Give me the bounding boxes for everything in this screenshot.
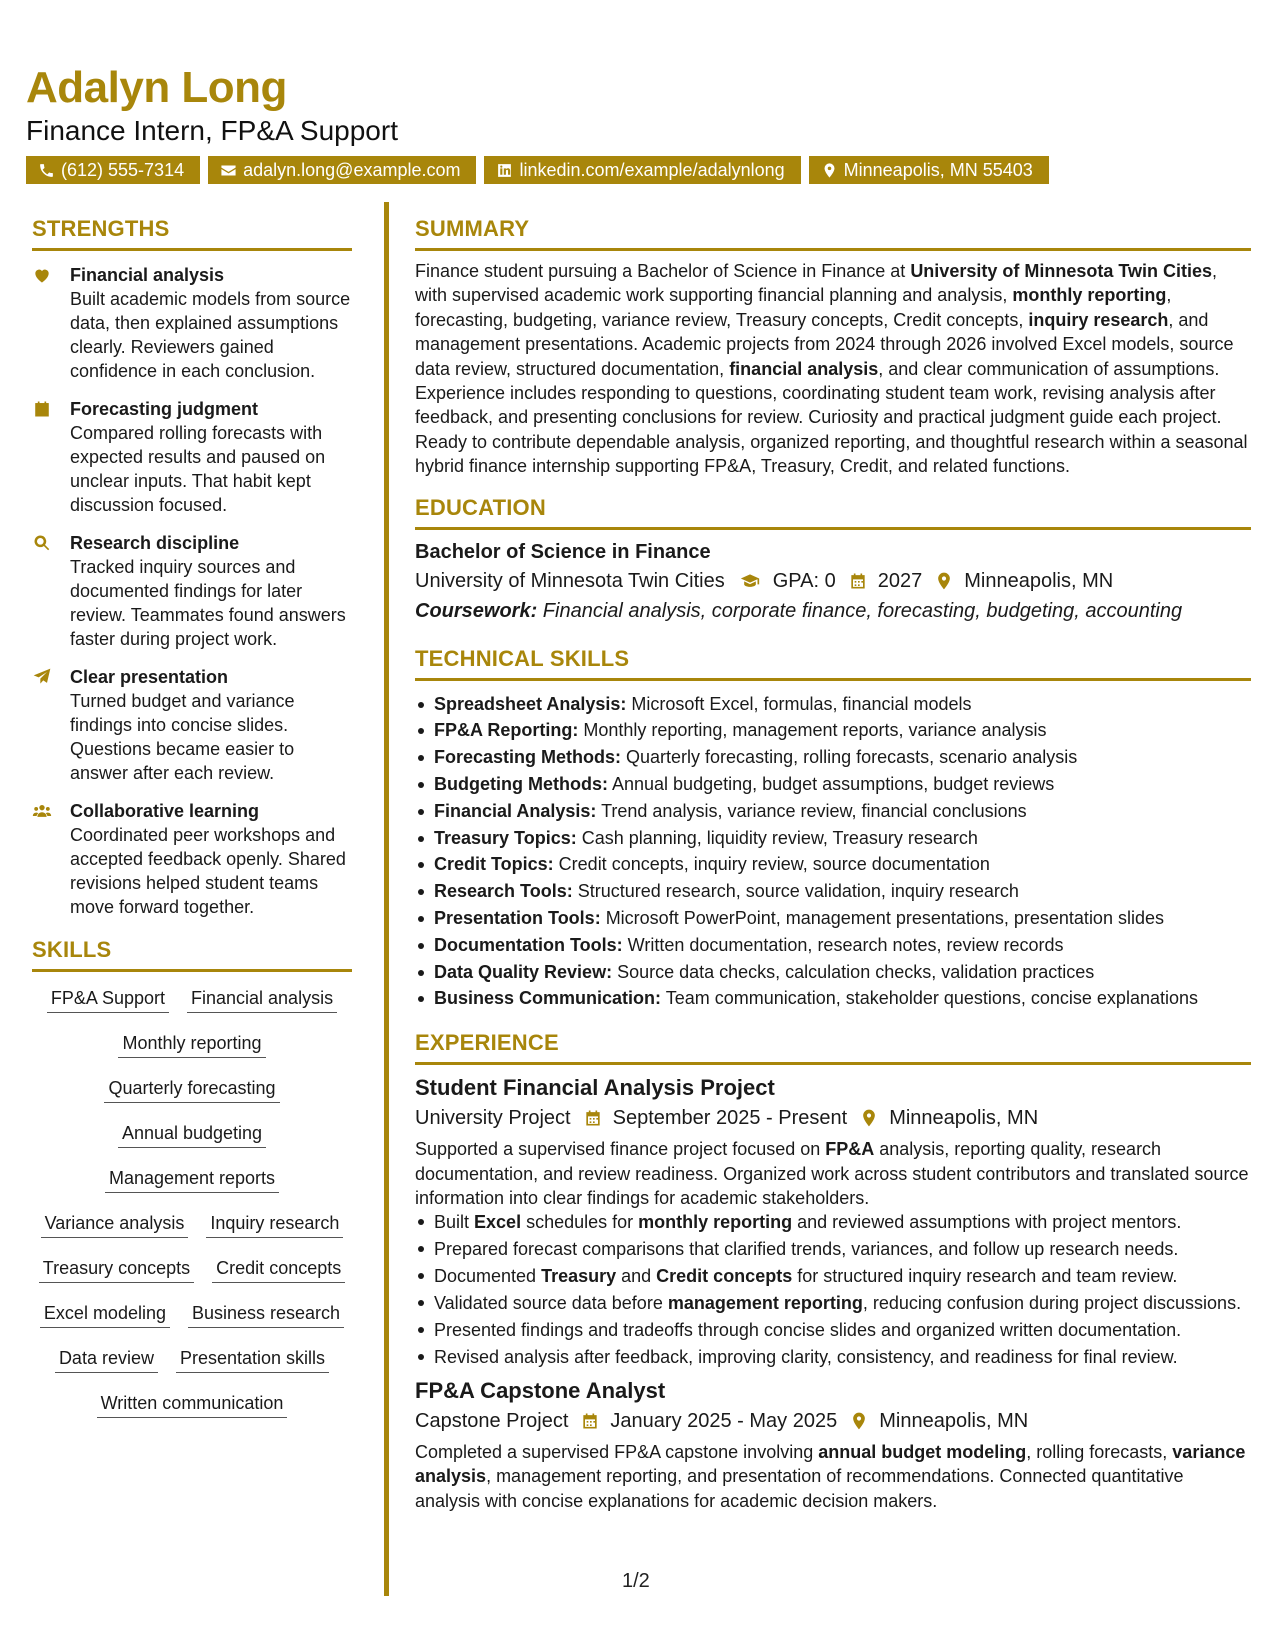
calendar-icon [848, 571, 868, 591]
gpa: GPA: 0 [772, 569, 836, 592]
tech-skill-item: Forecasting Methods: Quarterly forecasting, rolling forecasts, scenario analysis [415, 744, 1251, 771]
experience-entry [415, 1073, 1251, 1370]
job-bullet: Prepared forecast comparisons that clarified trends, variances, and follow up research needs. [415, 1237, 1251, 1261]
job-description: Supported a supervised finance project focused on FP&A analysis, reporting quality, research documentation, and review readiness. Organized work across student contributors and translated source information into clear findings for academic stakeholders. [415, 1139, 1249, 1209]
skill-tag: Inquiry research [206, 1211, 343, 1238]
strength-description: Turned budget and variance findings into concise slides. Questions became easier to answer after each review. [70, 691, 295, 783]
email-text: adalyn.long@example.com [243, 160, 461, 180]
education-meta [415, 566, 1251, 596]
contact-bar [26, 156, 1246, 184]
strength-title: Collaborative learning [70, 801, 260, 821]
skill-tag: FP&A Support [47, 986, 169, 1013]
skill-tag: Management reports [105, 1166, 279, 1193]
job-title: FP&A Capstone Analyst [415, 1377, 666, 1403]
search-icon [32, 533, 52, 553]
tech-skill-item: Presentation Tools: Microsoft PowerPoint, management presentations, presentation slides [415, 905, 1251, 932]
strength-item [32, 531, 352, 651]
location-chip[interactable] [809, 156, 1049, 184]
job-description: Completed a supervised FP&A capstone involving annual budget modeling, rolling forecasts, variance analysis, management reporting, and presentation of recommendations. Connected quantitative analysis with concise explanations for academic decision makers. [415, 1441, 1246, 1511]
tech-skill-item: Documentation Tools: Written documentation, research notes, review records [415, 932, 1251, 959]
heart-icon [32, 265, 52, 285]
skill-tag: Business research [188, 1301, 344, 1328]
job-location: Minneapolis, MN [889, 1107, 1039, 1130]
job-bullet: Documented Treasury and Credit concepts for structured inquiry research and team review. [415, 1264, 1251, 1288]
skill-tag: Monthly reporting [118, 1031, 265, 1058]
skill-tag: Variance analysis [41, 1211, 189, 1238]
job-bullet: Validated source data before management reporting, reducing confusion during project discussions. [415, 1291, 1251, 1315]
column-divider [384, 202, 389, 1596]
tech-skill-item: Credit Topics: Credit concepts, inquiry review, source documentation [415, 851, 1251, 878]
school-location: Minneapolis, MN [964, 569, 1114, 592]
job-organization: University Project [415, 1107, 571, 1130]
skill-tag: Presentation skills [176, 1346, 329, 1373]
envelope-icon [220, 162, 237, 179]
school-name: University of Minnesota Twin Cities [415, 569, 725, 592]
map-pin-icon [821, 162, 838, 179]
coursework: Coursework: Financial analysis, corporate finance, forecasting, budgeting, accounting [415, 599, 1183, 622]
job-meta [415, 1103, 1251, 1133]
experience-heading: EXPERIENCE [415, 1028, 1251, 1065]
calendar-icon [580, 1411, 600, 1431]
summary-paragraph: Finance student pursuing a Bachelor of Science in Finance at University of Minnesota Twin Cities, with supervised academic work supporting financial planning and analysis, monthly reporting, forecasting, budgeting, variance review, Treasury concepts, Credit concepts, inquiry research, and management presentations. Academic projects from 2024 through 2026 involved Excel models, source data review, structured documentation, financial analysis, and clear communication of assumptions. Experience includes responding to questions, coordinating student team work, revising analysis after feedback, and presenting conclusions for review. Curiosity and practical judgment guide each project. Ready to contribute dependable analysis, organized reporting, and thoughtful research within a seasonal hybrid finance internship supporting FP&A, Treasury, Credit, and related functions. [415, 261, 1248, 477]
tech-skill-item: Financial Analysis: Trend analysis, variance review, financial conclusions [415, 798, 1251, 825]
candidate-title: Finance Intern, FP&A Support [26, 115, 398, 146]
technical-skills-heading: TECHNICAL SKILLS [415, 644, 1251, 681]
phone-icon [38, 162, 55, 179]
strengths-heading: STRENGTHS [32, 214, 352, 251]
left-column [32, 214, 352, 1418]
map-pin-icon [859, 1108, 879, 1128]
strength-item [32, 263, 352, 383]
job-title: Student Financial Analysis Project [415, 1075, 775, 1101]
strength-description: Built academic models from source data, then explained assumptions clearly. Reviewers gained confidence in each conclusion. [70, 289, 351, 381]
tech-skill-item: Research Tools: Structured research, source validation, inquiry research [415, 878, 1251, 905]
summary-heading: SUMMARY [415, 214, 1251, 251]
location-text: Minneapolis, MN 55403 [843, 160, 1033, 180]
skill-tag: Excel modeling [40, 1301, 170, 1328]
calendar-icon [32, 399, 52, 419]
skills-list [32, 986, 352, 1418]
tech-skill-item: Spreadsheet Analysis: Microsoft Excel, formulas, financial models [415, 691, 1251, 718]
tech-skill-item: Data Quality Review: Source data checks, calculation checks, validation practices [415, 959, 1251, 986]
job-bullets [415, 1210, 1251, 1369]
linkedin-text: linkedin.com/example/adalynlong [519, 160, 785, 180]
skill-tag: Data review [55, 1346, 158, 1373]
calendar-icon [583, 1108, 603, 1128]
job-bullet: Revised analysis after feedback, improving clarity, consistency, and readiness for final review. [415, 1345, 1251, 1369]
linkedin-chip[interactable] [484, 156, 800, 184]
map-pin-icon [849, 1411, 869, 1431]
paper-plane-icon [32, 667, 52, 687]
phone-chip[interactable] [26, 156, 200, 184]
graduation-year: 2027 [877, 569, 923, 592]
tech-skill-item: FP&A Reporting: Monthly reporting, management reports, variance analysis [415, 717, 1251, 744]
skills-heading: SKILLS [32, 935, 352, 972]
strength-description: Tracked inquiry sources and documented findings for later review. Teammates found answers faster during project work. [70, 557, 346, 649]
tech-skill-item: Treasury Topics: Cash planning, liquidity review, Treasury research [415, 825, 1251, 852]
job-bullet: Built Excel schedules for monthly reporting and reviewed assumptions with project mentors. [415, 1210, 1251, 1234]
map-pin-icon [934, 571, 954, 591]
strength-description: Compared rolling forecasts with expected results and paused on unclear inputs. That habit kept discussion focused. [70, 423, 326, 515]
skill-tag: Treasury concepts [39, 1256, 194, 1283]
linkedin-icon [496, 162, 513, 179]
strength-item [32, 397, 352, 517]
tech-skill-item: Budgeting Methods: Annual budgeting, budget assumptions, budget reviews [415, 771, 1251, 798]
job-dates: September 2025 - Present [612, 1107, 848, 1130]
email-chip[interactable] [208, 156, 476, 184]
technical-skills-list [415, 691, 1251, 1013]
strength-title: Financial analysis [70, 265, 225, 285]
job-organization: Capstone Project [415, 1409, 569, 1432]
experience-entry [415, 1376, 1251, 1513]
strength-item [32, 799, 352, 919]
candidate-name: Adalyn Long [26, 63, 287, 112]
job-dates: January 2025 - May 2025 [610, 1409, 838, 1432]
skill-tag: Annual budgeting [118, 1121, 266, 1148]
tech-skill-item: Business Communication: Team communication, stakeholder questions, concise explanations [415, 985, 1251, 1012]
phone-text: (612) 555-7314 [61, 160, 185, 180]
right-column [415, 214, 1251, 1513]
strength-title: Clear presentation [70, 667, 229, 687]
job-meta [415, 1406, 1251, 1436]
users-icon [32, 801, 52, 821]
skill-tag: Credit concepts [212, 1256, 345, 1283]
skill-tag: Quarterly forecasting [104, 1076, 279, 1103]
job-bullet: Presented findings and tradeoffs through concise slides and organized written documentation. [415, 1318, 1251, 1342]
strength-item [32, 665, 352, 785]
education-heading: EDUCATION [415, 493, 1251, 530]
degree-title: Bachelor of Science in Finance [415, 540, 711, 563]
strength-title: Forecasting judgment [70, 399, 259, 419]
skill-tag: Written communication [97, 1391, 288, 1418]
strengths-list [32, 263, 352, 919]
job-location: Minneapolis, MN [879, 1409, 1029, 1432]
skill-tag: Financial analysis [187, 986, 337, 1013]
strength-description: Coordinated peer workshops and accepted feedback openly. Shared revisions helped student teams move forward together. [70, 825, 346, 917]
graduation-cap-icon [737, 571, 763, 591]
strength-title: Research discipline [70, 533, 240, 553]
resume-header [26, 64, 1246, 184]
page-number: 1/2 [622, 1570, 650, 1592]
